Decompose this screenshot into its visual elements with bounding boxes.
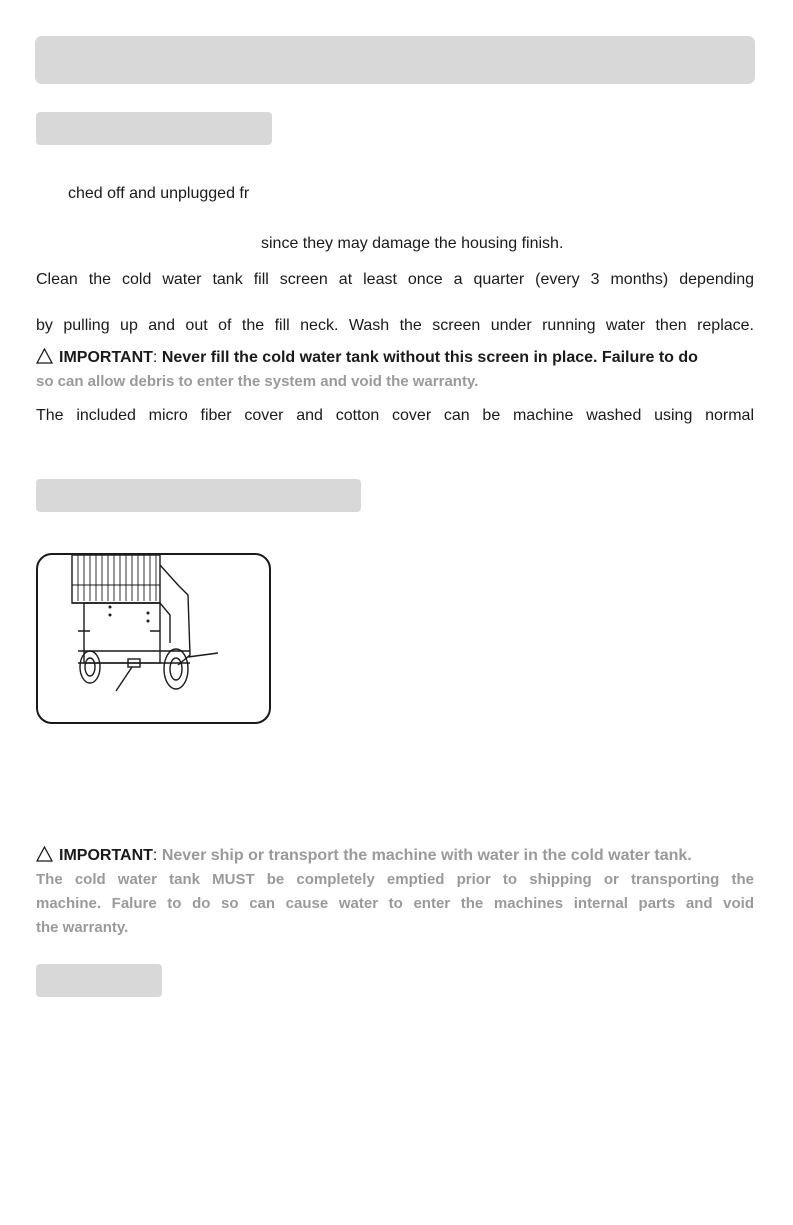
section-header-bar-storage: [36, 964, 162, 997]
cleaning-text-line-4: by pulling up and out of the fill neck. Wash the screen under running water then replace.: [36, 317, 754, 334]
important-text-2: Never ship or transport the machine with water in the cold water tank.: [157, 847, 692, 864]
important-note-2-line-2: The cold water tank MUST be completely emptied prior to shipping or transporting the: [36, 871, 754, 888]
important-note-1: [36, 348, 754, 368]
section-header-bar-draining: [36, 479, 361, 512]
cleaning-text-line-1: ched off and unplugged fr: [68, 185, 250, 202]
water-cooler-cart-icon: [38, 555, 269, 722]
section-header-bar-cleaning: [36, 112, 272, 145]
machine-drain-illustration: [36, 553, 271, 724]
page-header-bar: [35, 36, 755, 84]
important-note-2: [36, 846, 754, 866]
important-text-1: Never fill the cold water tank without this screen in place. Failure to do: [157, 349, 698, 366]
important-label-2: IMPORTANT: [59, 847, 153, 864]
important-colon-2: :: [152, 847, 158, 864]
warning-triangle-icon: [36, 348, 53, 364]
cover-washing-text: The included micro fiber cover and cotton cover can be machine washed using normal: [36, 407, 754, 424]
warning-triangle-icon: [36, 846, 53, 862]
cleaning-text-line-3: Clean the cold water tank fill screen at least once a quarter (every 3 months) depending: [36, 271, 754, 288]
important-note-2-line-4: the warranty.: [36, 919, 129, 936]
important-note-1-continuation: so can allow debris to enter the system and void the warranty.: [36, 373, 479, 390]
important-label-1: IMPORTANT: [59, 349, 153, 366]
important-note-2-line-3: machine. Falure to do so can cause water to enter the machines internal parts and void: [36, 895, 754, 912]
cleaning-text-line-2: since they may damage the housing finish.: [261, 235, 564, 252]
important-colon-1: :: [152, 349, 158, 366]
